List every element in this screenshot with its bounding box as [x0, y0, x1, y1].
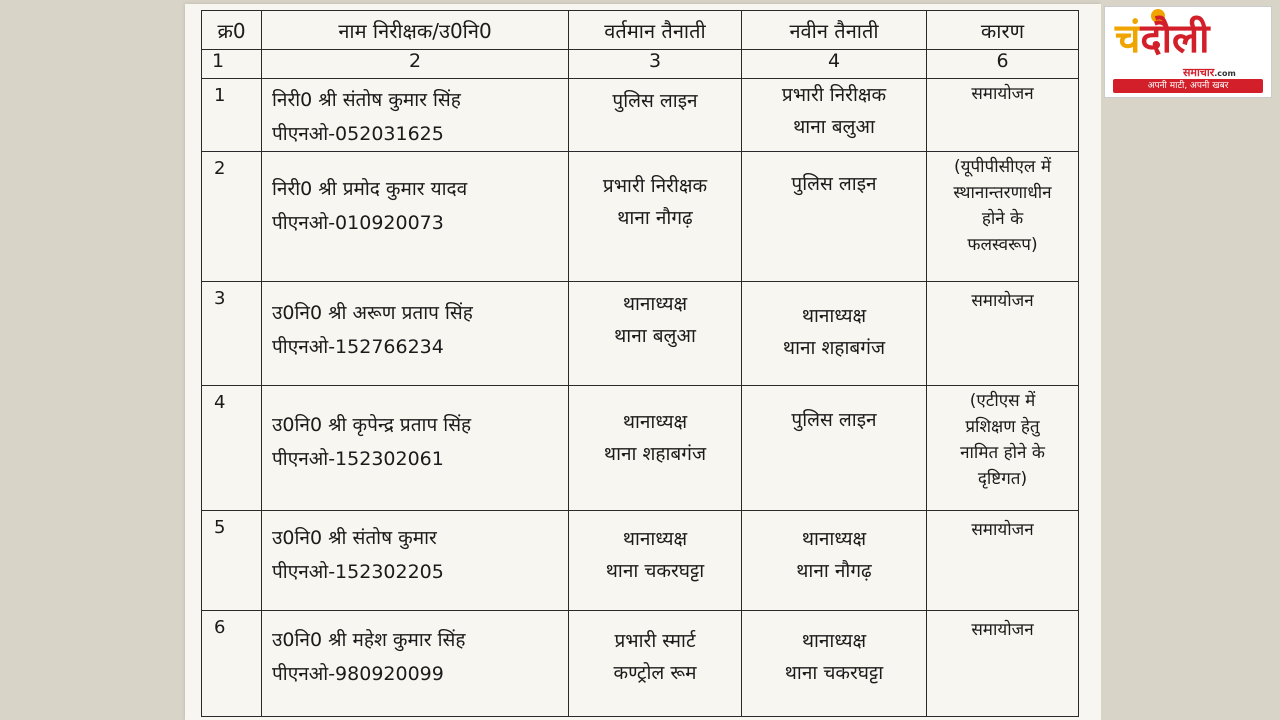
reason-cell — [927, 282, 1079, 386]
new-posting-cell — [742, 611, 927, 717]
officer-name: उ0नि0 श्री अरूण प्रताप सिंह — [272, 302, 473, 324]
column-number: 4 — [742, 50, 927, 79]
current-posting-line: थाना नौगढ़ — [617, 207, 693, 229]
new-posting-line: थानाध्यक्ष — [801, 528, 867, 550]
new-posting-line: पुलिस लाइन — [791, 409, 877, 431]
side-margin — [1101, 0, 1280, 720]
table-row — [202, 152, 1079, 282]
officer-name: निरी0 श्री संतोष कुमार सिंह — [272, 89, 461, 111]
reason-line: नामित होने के — [960, 443, 1045, 463]
officer-pno: पीएनओ-152302061 — [272, 448, 444, 470]
new-posting-cell — [742, 386, 927, 511]
officer-pno: पीएनओ-980920099 — [272, 663, 444, 685]
current-posting-line: प्रभारी निरीक्षक — [602, 175, 708, 197]
header-current-posting: वर्तमान तैनाती — [569, 11, 742, 50]
officer-name: उ0नि0 श्री महेश कुमार सिंह — [272, 629, 466, 651]
column-number: 3 — [569, 50, 742, 79]
column-number: 2 — [262, 50, 569, 79]
new-posting-line: प्रभारी निरीक्षक — [781, 84, 887, 106]
officer-cell — [262, 79, 569, 152]
officer-pno: पीएनओ-152766234 — [272, 336, 444, 358]
officer-cell — [262, 511, 569, 611]
reason-cell — [927, 152, 1079, 282]
current-posting-line: थानाध्यक्ष — [622, 293, 688, 315]
column-number: 1 — [202, 50, 262, 79]
reason-line: समायोजन — [971, 291, 1034, 311]
reason-cell — [927, 386, 1079, 511]
current-posting-cell — [569, 282, 742, 386]
officer-name: उ0नि0 श्री संतोष कुमार — [272, 527, 437, 549]
logo-wordmark-left: चं — [1115, 16, 1141, 62]
header-name: नाम निरीक्षक/उ0नि0 — [262, 11, 569, 50]
current-posting-line: थानाध्यक्ष — [622, 411, 688, 433]
header-serial: क्र0 — [202, 11, 262, 50]
serial-number: 2 — [202, 152, 262, 282]
reason-line: समायोजन — [971, 620, 1034, 640]
current-posting-line: प्रभारी स्मार्ट — [614, 630, 696, 652]
current-posting-line: थाना शहाबगंज — [603, 443, 707, 465]
new-posting-cell — [742, 511, 927, 611]
column-number-row — [202, 50, 1079, 79]
logo-tagline: अपनी माटी, अपनी खबर — [1113, 79, 1263, 93]
current-posting-cell — [569, 152, 742, 282]
officer-pno: पीएनओ-152302205 — [272, 561, 444, 583]
logo-wordmark — [1115, 16, 1210, 62]
officer-pno: पीएनओ-010920073 — [272, 212, 444, 234]
current-posting-cell — [569, 79, 742, 152]
officer-cell — [262, 152, 569, 282]
current-posting-cell — [569, 511, 742, 611]
new-posting-cell — [742, 79, 927, 152]
reason-line: प्रशिक्षण हेतु — [965, 417, 1040, 437]
logo-domain: .com — [1214, 69, 1236, 78]
current-posting-line: थानाध्यक्ष — [622, 528, 688, 550]
current-posting-line: थाना बलुआ — [614, 325, 696, 347]
new-posting-line: पुलिस लाइन — [791, 173, 877, 195]
reason-line: दृष्टिगत) — [977, 469, 1028, 489]
reason-cell — [927, 79, 1079, 152]
officer-name: उ0नि0 श्री कृपेन्द्र प्रताप सिंह — [272, 414, 472, 436]
officer-cell — [262, 282, 569, 386]
new-posting-cell — [742, 152, 927, 282]
column-number: 6 — [927, 50, 1079, 79]
logo-subtitle — [1183, 65, 1236, 80]
site-logo[interactable] — [1104, 6, 1272, 98]
serial-number: 1 — [202, 79, 262, 152]
new-posting-line: थाना चकरघट्टा — [784, 662, 884, 684]
table-row — [202, 386, 1079, 511]
header-new-posting: नवीन तैनाती — [742, 11, 927, 50]
table-row — [202, 511, 1079, 611]
table-row — [202, 282, 1079, 386]
officer-pno: पीएनओ-052031625 — [272, 123, 444, 145]
serial-number: 5 — [202, 511, 262, 611]
new-posting-line: थानाध्यक्ष — [801, 630, 867, 652]
reason-cell — [927, 511, 1079, 611]
reason-line: स्थानान्तरणाधीन — [953, 183, 1052, 203]
current-posting-line: पुलिस लाइन — [612, 90, 698, 112]
serial-number: 3 — [202, 282, 262, 386]
officer-cell — [262, 611, 569, 717]
reason-line: (एटीएस में — [969, 391, 1036, 411]
current-posting-line: कण्ट्रोल रूम — [613, 662, 697, 684]
reason-line: समायोजन — [971, 520, 1034, 540]
reason-cell — [927, 611, 1079, 717]
new-posting-cell — [742, 282, 927, 386]
transfer-table — [201, 10, 1079, 717]
new-posting-line: थानाध्यक्ष — [801, 305, 867, 327]
table-row — [202, 611, 1079, 717]
serial-number: 4 — [202, 386, 262, 511]
current-posting-line: थाना चकरघट्टा — [605, 560, 705, 582]
logo-subtitle-text: समाचार — [1183, 66, 1215, 79]
officer-name: निरी0 श्री प्रमोद कुमार यादव — [272, 178, 468, 200]
current-posting-cell — [569, 386, 742, 511]
header-reason: कारण — [927, 11, 1079, 50]
current-posting-cell — [569, 611, 742, 717]
reason-line: (यूपीपीसीएल में — [953, 157, 1051, 177]
logo-wordmark-right: दौली — [1140, 16, 1210, 62]
new-posting-line: थाना शहाबगंज — [782, 337, 886, 359]
new-posting-line: थाना बलुआ — [793, 116, 875, 138]
reason-line: समायोजन — [971, 84, 1034, 104]
reason-line: होने के — [981, 209, 1024, 229]
serial-number: 6 — [202, 611, 262, 717]
new-posting-line: थाना नौगढ़ — [796, 560, 872, 582]
officer-cell — [262, 386, 569, 511]
header-row — [202, 11, 1079, 50]
reason-line: फलस्वरूप) — [967, 235, 1038, 255]
table-row — [202, 79, 1079, 152]
